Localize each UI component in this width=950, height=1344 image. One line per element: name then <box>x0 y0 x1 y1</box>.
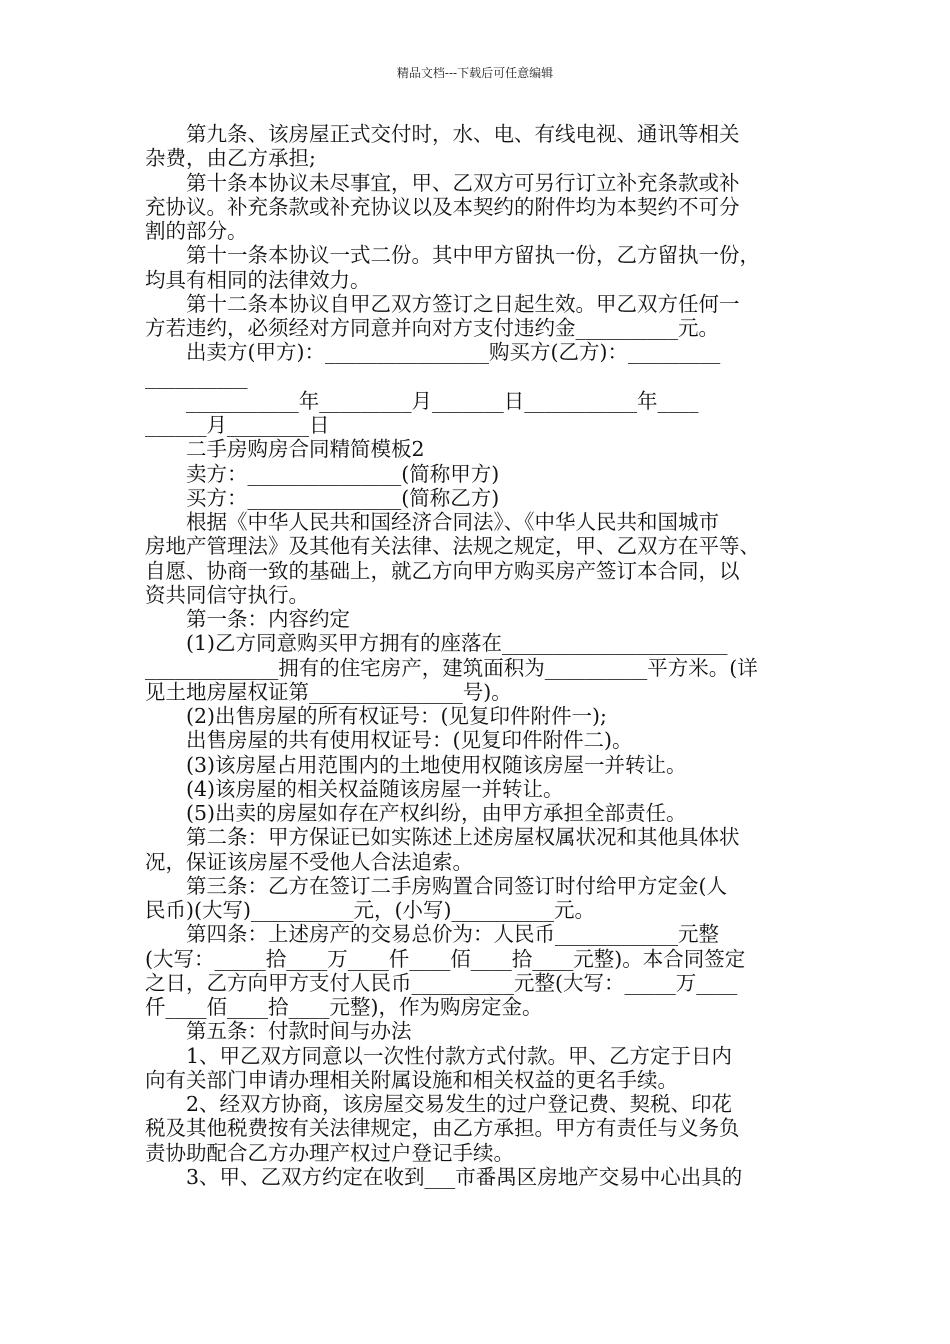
text-line: 充协议。补充条款或补充协议以及本契约的附件均为本契约不可分 <box>145 194 740 219</box>
text-line: 税及其他税费按有关法律规定，由乙方承担。甲方有责任与义务负 <box>145 1116 740 1141</box>
text-line: 杂费，由乙方承担; <box>145 146 316 171</box>
text-line: 第四条：上述房产的交易总价为：人民币____________元整 <box>145 922 719 947</box>
text-line: 责协助配合乙方办理产权过户登记手续。 <box>145 1140 514 1165</box>
text-line: ______月________日 <box>145 413 330 437</box>
text-line: 根据《中华人民共和国经济合同法》、《中华人民共和国城市 <box>145 510 719 534</box>
text-line: 出卖方(甲方)：________________购买方(乙方)：_________ <box>145 340 721 365</box>
page-header: 精品文档---下载后可任意编辑 <box>396 66 554 80</box>
text-line: 第三条：乙方在签订二手房购置合同签订时付给甲方定金(人 <box>145 873 727 898</box>
text-line: 见土地房屋权证第_______________号)。 <box>145 679 512 704</box>
text-line: 况，保证该房屋不受他人合法追索。 <box>145 849 473 874</box>
text-line: 自愿、协商一致的基础上，就乙方向甲方购买房产签订本合同，以 <box>145 558 740 583</box>
text-line: 第一条：内容约定 <box>145 607 350 631</box>
text-line: 第九条、该房屋正式交付时，水、电、有线电视、通讯等相关 <box>145 122 740 146</box>
text-line: (3)该房屋占用范围内的土地使用权随该房屋一并转让。 <box>145 752 687 777</box>
text-line: (2)出售房屋的所有权证号：(见复印件附件一); <box>145 704 607 728</box>
text-line: 第二条：甲方保证已如实陈述上述房屋权属状况和其他具体状 <box>145 825 740 850</box>
text-line: 第五条：付款时间与办法 <box>145 1019 412 1044</box>
text-line: 割的部分。 <box>145 219 248 243</box>
text-line: 买方：_______________(简称乙方) <box>145 485 500 510</box>
text-line: 向有关部门申请办理相关附属设施和相关权益的更名手续。 <box>145 1067 678 1092</box>
text-line: 民币)(大写)__________元，(小写)__________元。 <box>145 898 595 922</box>
text-line: (5)出卖的房屋如存在产权纠纷，由甲方承担全部责任。 <box>145 801 687 825</box>
text-line: (4)该房屋的相关权益随该房屋一并转让。 <box>145 776 564 801</box>
text-line: 方若违约，必须经对方同意并向对方支付违约金__________元。 <box>145 316 719 340</box>
text-line: 资共同信守执行。 <box>145 582 309 607</box>
text-line: 3、甲、乙双方约定在收到___市番禺区房地产交易中心出具的 <box>145 1164 743 1189</box>
text-line: 均具有相同的法律效力。 <box>145 267 371 292</box>
document-body <box>145 122 807 1189</box>
text-line: 第十二条本协议自甲乙双方签订之日起生效。甲乙双方任何一 <box>145 291 740 316</box>
text-line: 之日，乙方向甲方支付人民币__________元整(大写：_____万____ <box>145 970 738 995</box>
text-line: 2、经双方协商，该房屋交易发生的过户登记费、契税、印花 <box>145 1092 733 1116</box>
text-line: 1、甲乙双方同意以一次性付款方式付款。甲、乙方定于日内 <box>145 1043 733 1068</box>
text-line: 第十一条本协议一式二份。其中甲方留执一份，乙方留执一份， <box>145 243 760 268</box>
text-line: __________ <box>145 364 248 389</box>
text-line: _____________拥有的住宅房产，建筑面积为__________平方米。(详 <box>145 655 758 680</box>
text-line: 仟____佰____拾____元整)，作为购房定金。 <box>145 995 543 1019</box>
text-line: 出售房屋的共有使用权证号：(见复印件附件二)。 <box>145 728 633 753</box>
text-line: 卖方：_______________(简称甲方) <box>145 461 500 486</box>
text-line: ___________年_________月_______日___________年____ <box>145 388 699 413</box>
text-line: 第十条本协议未尽事宜，甲、乙双方可另行订立补充条款或补 <box>145 170 740 195</box>
text-line: 房地产管理法》及其他有关法律、法规之规定，甲、乙双方在平等、 <box>145 534 760 559</box>
text-line: (1)乙方同意购买甲方拥有的座落在______________________ <box>145 631 728 656</box>
text-line: 二手房购房合同精简模板2 <box>145 437 425 462</box>
text-line: (大写：_____拾____万____仟____佰____拾____元整)。本合同签定 <box>145 946 746 971</box>
